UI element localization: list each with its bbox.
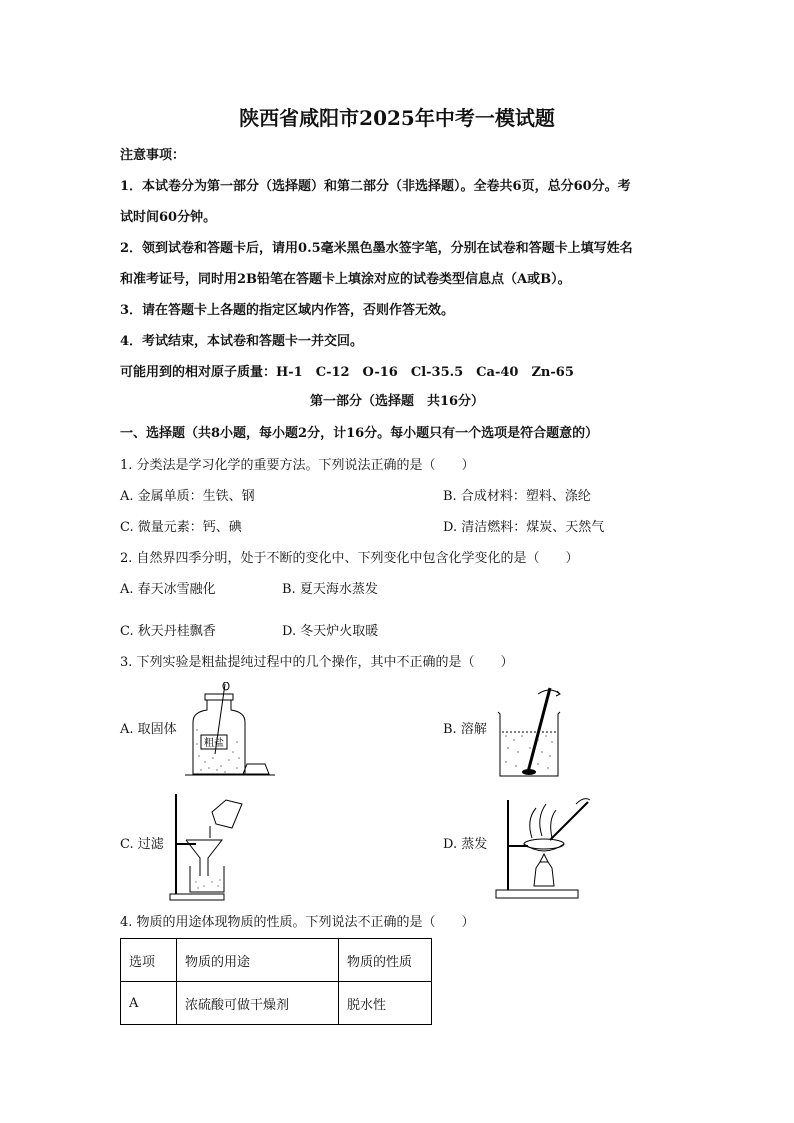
q2-option-c: C. 秋天丹桂飘香 <box>120 624 216 639</box>
q3-option-d: D. 蒸发 <box>443 837 488 852</box>
notice-line-1: 1．本试卷分为第一部分（选择题）和第二部分（非选择题）。全卷共6页，总分60分。考 <box>120 179 631 194</box>
figure-filtration <box>168 790 250 902</box>
notice-line-5: 3．请在答题卡上各题的指定区域内作答，否则作答无效。 <box>120 303 455 318</box>
table-row <box>121 939 432 982</box>
q1-option-d: D. 清洁燃料：煤炭、天然气 <box>443 520 605 535</box>
atomic-mass-line: 可能用到的相对原子质量：H-1 C-12 O-16 Cl-35.5 Ca-40 Zn-65 <box>120 365 574 380</box>
q1-option-a: A. 金属单质：生铁、钢 <box>120 489 255 504</box>
table-cell: A <box>121 982 177 1025</box>
table-row <box>121 982 432 1025</box>
q1-stem: 1. 分类法是学习化学的重要方法。下列说法正确的是（ ） <box>120 458 475 473</box>
notice-line-2: 试时间60分钟。 <box>120 210 217 225</box>
figure-dissolve <box>494 684 574 780</box>
part1-title: 第一部分（选择题 共16分） <box>309 394 485 409</box>
q3-stem: 3. 下列实验是粗盐提纯过程中的几个操作，其中不正确的是（ ） <box>120 655 514 670</box>
figure-take-solid <box>185 682 277 778</box>
q2-option-a: A. 春天冰雪融化 <box>120 582 216 597</box>
table-cell: 脱水性 <box>339 982 432 1025</box>
q1-option-c: C. 微量元素：钙、碘 <box>120 520 242 535</box>
q3-option-b: B. 溶解 <box>443 722 487 737</box>
notice-line-3: 2．领到试卷和答题卡后，请用0.5毫米黑色墨水签字笔，分别在试卷和答题卡上填写姓名 <box>120 241 633 256</box>
table-header-cell: 物质的性质 <box>339 939 432 982</box>
section-heading: 一、选择题（共8小题，每小题2分，计16分。每小题只有一个选项是符合题意的） <box>120 426 599 441</box>
notice-line-4: 和准考证号，同时用2B铅笔在答题卡上填涂对应的试卷类型信息点（A或B）。 <box>120 272 571 287</box>
notice-heading: 注意事项： <box>120 148 186 163</box>
q3-option-a: A. 取固体 <box>120 722 177 737</box>
table-cell: 浓硫酸可做干燥剂 <box>177 982 339 1025</box>
bottle-label: 粗盐 <box>204 738 224 749</box>
notice-line-6: 4．考试结束，本试卷和答题卡一并交回。 <box>120 334 364 349</box>
table-header-cell: 选项 <box>121 939 177 982</box>
q2-option-d: D. 冬天炉火取暖 <box>282 624 379 639</box>
q2-stem: 2. 自然界四季分明，处于不断的变化中、下列变化中包含化学变化的是（ ） <box>120 551 579 566</box>
figure-evaporation <box>494 790 594 902</box>
q3-option-c: C. 过滤 <box>120 837 164 852</box>
q2-option-b: B. 夏天海水蒸发 <box>282 582 378 597</box>
page-title: 陕西省咸阳市2025年中考一模试题 <box>239 106 555 130</box>
table-header-cell: 物质的用途 <box>177 939 339 982</box>
q1-option-b: B. 合成材料：塑料、涤纶 <box>443 489 591 504</box>
q4-stem: 4. 物质的用途体现物质的性质。下列说法不正确的是（ ） <box>120 915 475 930</box>
q4-table <box>120 938 432 1025</box>
